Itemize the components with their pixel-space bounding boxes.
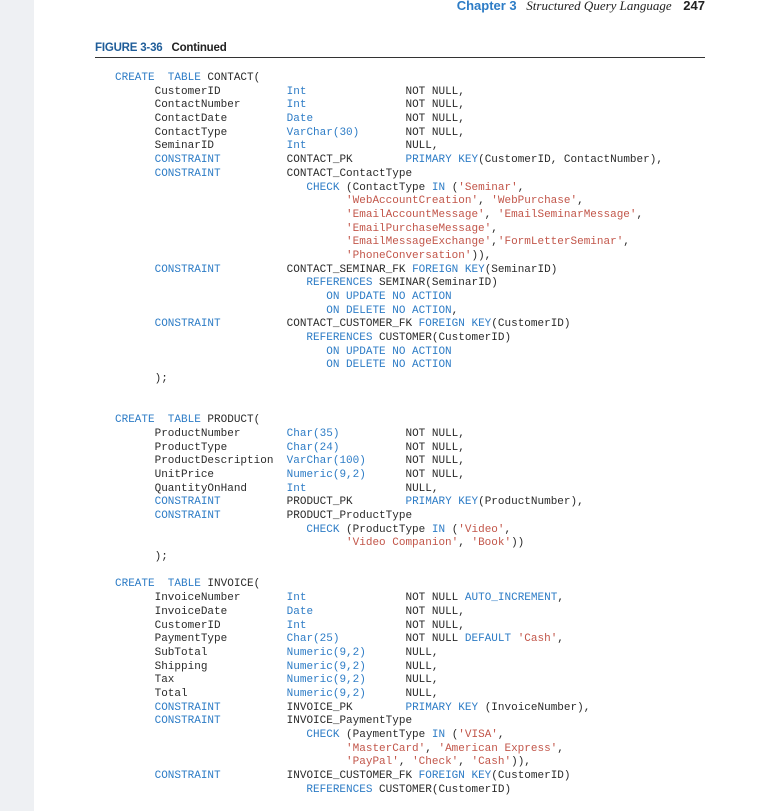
code-line xyxy=(115,510,663,524)
sql-keyword: CONSTRAINT xyxy=(115,701,287,714)
sql-keyword: CHECK xyxy=(115,181,347,194)
string-literal: 'American Express' xyxy=(438,742,558,755)
sql-text: NULL, xyxy=(306,482,439,495)
sql-text: INVOICE( xyxy=(207,578,261,591)
code-line xyxy=(115,592,663,606)
code-line xyxy=(115,209,663,223)
sql-keyword: Int xyxy=(286,85,307,98)
sql-keyword: CONSTRAINT xyxy=(115,154,287,167)
figure-label xyxy=(95,42,227,54)
code-line xyxy=(115,113,663,127)
sql-text: SeminarID xyxy=(115,140,287,153)
sql-text: PRODUCT_ProductType xyxy=(286,510,413,522)
sql-text: ); xyxy=(115,551,168,564)
sql-text: (ProductType xyxy=(346,523,432,536)
sql-text: (ProductNumber), xyxy=(478,496,584,509)
code-line xyxy=(115,455,663,469)
code-line xyxy=(115,647,663,661)
code-line xyxy=(115,264,663,278)
code-line xyxy=(115,674,663,688)
code-line xyxy=(115,524,663,538)
code-line xyxy=(115,702,663,716)
code-line xyxy=(115,688,663,702)
sql-text: , xyxy=(484,208,498,221)
code-line xyxy=(115,469,663,483)
string-literal: 'PhoneConversation' xyxy=(115,249,472,262)
sql-text: CustomerID xyxy=(115,85,287,98)
code-line xyxy=(115,72,663,86)
sql-keyword: VarChar(100) xyxy=(286,455,366,468)
sql-text: NOT NULL, xyxy=(306,99,465,112)
sql-text: CONTACT( xyxy=(207,72,261,84)
sql-keyword: Date xyxy=(286,113,314,126)
sql-keyword: VarChar(30) xyxy=(286,126,360,139)
figure-caption: Continued xyxy=(171,42,227,54)
sql-text: )) xyxy=(511,537,525,550)
sql-text: , xyxy=(557,633,564,646)
sql-keyword: Int xyxy=(286,619,307,632)
string-literal: 'EmailAccountMessage' xyxy=(115,208,485,221)
string-literal: 'Check' xyxy=(412,756,459,769)
sql-keyword: Date xyxy=(286,605,314,618)
sql-keyword: CONSTRAINT xyxy=(115,167,287,180)
sql-keyword: DEFAULT xyxy=(464,633,518,646)
string-literal: 'PayPal' xyxy=(115,756,399,769)
code-line xyxy=(115,387,663,401)
sql-keyword: ON UPDATE NO ACTION xyxy=(115,291,452,303)
sql-text: CONTACT_ContactType xyxy=(286,167,413,180)
chapter-title: Structured Query Language xyxy=(526,0,672,13)
code-line xyxy=(115,756,663,770)
sql-text: ProductType xyxy=(115,441,287,454)
sql-text: QuantityOnHand xyxy=(115,482,287,495)
sql-text: NOT NULL xyxy=(306,592,465,605)
sql-text: NOT NULL, xyxy=(359,126,465,139)
string-literal: 'WebAccountCreation' xyxy=(115,195,479,208)
code-line xyxy=(115,729,663,743)
string-literal: 'WebPurchase' xyxy=(491,195,578,208)
sql-keyword: CHECK xyxy=(115,729,347,741)
code-line xyxy=(115,537,663,551)
sql-keyword: AUTO_INCREMENT xyxy=(464,592,558,605)
code-line xyxy=(115,140,663,154)
string-literal: 'VISA' xyxy=(458,729,498,741)
sql-text: (InvoiceNumber), xyxy=(478,701,591,714)
code-line xyxy=(115,606,663,620)
code-line xyxy=(115,182,663,196)
code-line xyxy=(115,428,663,442)
code-line xyxy=(115,236,663,250)
string-literal: 'Book' xyxy=(471,537,512,550)
string-literal: 'EmailPurchaseMessage' xyxy=(115,222,492,235)
code-line xyxy=(115,346,663,360)
sql-text: , xyxy=(504,523,512,536)
code-line xyxy=(115,305,663,319)
code-line xyxy=(115,442,663,456)
string-literal: 'Cash' xyxy=(471,756,512,769)
sql-text: ContactDate xyxy=(115,113,287,126)
code-line xyxy=(115,401,663,415)
sql-text: UnitPrice xyxy=(115,468,287,481)
figure-rule xyxy=(95,57,705,58)
sql-text: , xyxy=(458,537,472,550)
string-literal: 'FormLetterSeminar' xyxy=(497,236,624,249)
string-literal: 'Video Companion' xyxy=(115,537,459,550)
sql-keyword: Numeric(9,2) xyxy=(286,646,366,659)
sql-keyword: CREATE TABLE xyxy=(115,578,208,591)
sql-text: (PaymentType xyxy=(346,729,432,741)
sql-text: , xyxy=(491,222,498,235)
sql-text: (CustomerID) xyxy=(491,318,571,331)
string-literal: 'Video' xyxy=(458,523,505,536)
sql-keyword: Char(35) xyxy=(286,427,340,440)
sql-text: Tax xyxy=(115,674,287,687)
sql-text: NULL, xyxy=(365,660,439,673)
figure-number: FIGURE 3-36 xyxy=(95,42,163,54)
code-line xyxy=(115,551,663,565)
sql-text: CustomerID xyxy=(115,619,287,632)
sql-text: (ContactType xyxy=(346,181,432,194)
sql-text: CUSTOMER(CustomerID) xyxy=(379,783,512,796)
code-line xyxy=(115,359,663,373)
sql-text: NOT NULL, xyxy=(339,441,465,454)
sql-keyword: IN xyxy=(431,181,452,194)
sql-text: ContactType xyxy=(115,126,287,139)
sql-text: NOT NULL, xyxy=(306,85,465,98)
sql-keyword: Int xyxy=(286,140,307,153)
sql-keyword: Char(25) xyxy=(286,633,340,646)
sql-text: , xyxy=(557,742,564,755)
sql-text: (CustomerID, ContactNumber), xyxy=(478,154,663,167)
sql-code-listing xyxy=(115,72,663,797)
sql-keyword: PRIMARY KEY xyxy=(405,701,479,714)
sql-text: , xyxy=(478,195,492,208)
sql-text: ContactNumber xyxy=(115,99,287,112)
chapter-label: Chapter 3 xyxy=(456,0,517,13)
sql-text: PRODUCT( xyxy=(207,414,261,427)
sql-text: , xyxy=(398,756,413,769)
sql-keyword: PRIMARY KEY xyxy=(405,496,479,509)
sql-text: PRODUCT_PK xyxy=(286,496,406,509)
sql-text: , xyxy=(458,756,472,769)
sql-text: SEMINAR(SeminarID) xyxy=(379,277,498,290)
sql-text: InvoiceNumber xyxy=(115,592,287,605)
code-line xyxy=(115,743,663,757)
sql-keyword: Numeric(9,2) xyxy=(286,674,366,687)
sql-text: PaymentType xyxy=(115,633,287,646)
sql-keyword: Int xyxy=(286,482,307,495)
code-line xyxy=(115,784,663,798)
sql-text: , xyxy=(623,236,630,249)
sql-text: INVOICE_CUSTOMER_FK xyxy=(286,770,419,783)
sql-text: (SeminarID) xyxy=(484,263,558,276)
sql-text: ProductDescription xyxy=(115,455,287,468)
sql-text: NULL, xyxy=(365,646,439,659)
sql-keyword: IN xyxy=(431,523,452,536)
code-line xyxy=(115,483,663,497)
sql-text: , xyxy=(497,729,505,741)
sql-text: ProductNumber xyxy=(115,427,287,440)
code-line xyxy=(115,250,663,264)
sql-keyword: IN xyxy=(431,729,452,741)
code-line xyxy=(115,168,663,182)
code-line xyxy=(115,332,663,346)
sql-text: INVOICE_PK xyxy=(286,701,406,714)
sql-text: NOT NULL, xyxy=(339,427,465,440)
sql-text: ( xyxy=(451,523,459,536)
sql-text: NOT NULL, xyxy=(306,619,465,632)
sql-text: InvoiceDate xyxy=(115,605,287,618)
sql-text: , xyxy=(517,181,525,194)
sql-keyword: Numeric(9,2) xyxy=(286,687,366,700)
sql-text: CUSTOMER(CustomerID) xyxy=(379,332,512,345)
sql-text: CONTACT_PK xyxy=(286,154,406,167)
code-line xyxy=(115,661,663,675)
sql-text: Total xyxy=(115,687,287,700)
page-number: 247 xyxy=(683,0,705,13)
string-literal: 'MasterCard' xyxy=(115,742,426,755)
code-line xyxy=(115,620,663,634)
sql-text: , xyxy=(425,742,439,755)
sql-text: NOT NULL, xyxy=(313,113,465,126)
code-line xyxy=(115,99,663,113)
sql-keyword: Numeric(9,2) xyxy=(286,660,366,673)
sql-keyword: CONSTRAINT xyxy=(115,263,287,276)
sql-keyword: REFERENCES xyxy=(115,783,380,796)
sql-text: NULL, xyxy=(306,140,439,153)
sql-text: , xyxy=(557,592,564,605)
sql-text: ( xyxy=(451,729,459,741)
code-line xyxy=(115,496,663,510)
code-line xyxy=(115,770,663,784)
code-line xyxy=(115,127,663,141)
sql-keyword: FOREIGN KEY xyxy=(418,318,492,331)
code-line xyxy=(115,565,663,579)
sql-keyword: Int xyxy=(286,592,307,605)
sql-keyword: ON UPDATE NO ACTION xyxy=(115,345,452,358)
code-line xyxy=(115,414,663,428)
sql-text: ( xyxy=(451,181,459,194)
sql-keyword: CONSTRAINT xyxy=(115,715,287,728)
sql-keyword: REFERENCES xyxy=(115,332,380,345)
code-line xyxy=(115,195,663,209)
sql-text: NOT NULL, xyxy=(365,468,465,481)
code-line xyxy=(115,318,663,332)
sql-text: INVOICE_PaymentType xyxy=(286,715,413,728)
sql-keyword: ON DELETE NO ACTION xyxy=(115,359,452,372)
page-left-margin xyxy=(0,0,34,811)
sql-text: )), xyxy=(471,249,492,262)
code-line xyxy=(115,277,663,291)
code-line xyxy=(115,291,663,305)
code-line xyxy=(115,223,663,237)
sql-text: , xyxy=(577,195,584,208)
sql-text: CONTACT_SEMINAR_FK xyxy=(286,263,413,276)
sql-text: NOT NULL, xyxy=(365,455,465,468)
sql-text: Shipping xyxy=(115,660,287,673)
sql-keyword: PRIMARY KEY xyxy=(405,154,479,167)
sql-keyword: REFERENCES xyxy=(115,277,380,290)
sql-text: NOT NULL xyxy=(339,633,465,646)
sql-text: NULL, xyxy=(365,674,439,687)
sql-keyword: Int xyxy=(286,99,307,112)
code-line xyxy=(115,715,663,729)
string-literal: 'EmailSeminarMessage' xyxy=(497,208,637,221)
code-line xyxy=(115,633,663,647)
code-line xyxy=(115,373,663,387)
string-literal: 'Seminar' xyxy=(458,181,518,194)
sql-keyword: CREATE TABLE xyxy=(115,414,208,427)
sql-keyword: CONSTRAINT xyxy=(115,770,287,783)
sql-text: (CustomerID) xyxy=(491,770,571,783)
sql-keyword: CREATE TABLE xyxy=(115,72,208,84)
sql-keyword: CONSTRAINT xyxy=(115,318,287,331)
sql-text: SubTotal xyxy=(115,646,287,659)
sql-text: )), xyxy=(511,756,531,769)
sql-keyword: CHECK xyxy=(115,523,347,536)
sql-text: , xyxy=(451,304,459,317)
code-line xyxy=(115,154,663,168)
code-line xyxy=(115,578,663,592)
sql-text: , xyxy=(491,236,498,249)
sql-keyword: FOREIGN KEY xyxy=(412,263,485,276)
sql-keyword: Numeric(9,2) xyxy=(286,468,366,481)
sql-text: NOT NULL, xyxy=(313,605,465,618)
sql-text: , xyxy=(636,208,644,221)
sql-keyword: Char(24) xyxy=(286,441,340,454)
code-line xyxy=(115,86,663,100)
sql-keyword: FOREIGN KEY xyxy=(418,770,492,783)
string-literal: 'EmailMessageExchange' xyxy=(115,236,492,249)
sql-text: NULL, xyxy=(365,687,439,700)
running-head xyxy=(457,0,705,14)
sql-text: ); xyxy=(115,373,168,386)
sql-keyword: CONSTRAINT xyxy=(115,510,287,522)
sql-keyword: CONSTRAINT xyxy=(115,496,287,509)
sql-text: CONTACT_CUSTOMER_FK xyxy=(286,318,419,331)
sql-keyword: ON DELETE NO ACTION xyxy=(115,304,452,317)
string-literal: 'Cash' xyxy=(517,633,558,646)
